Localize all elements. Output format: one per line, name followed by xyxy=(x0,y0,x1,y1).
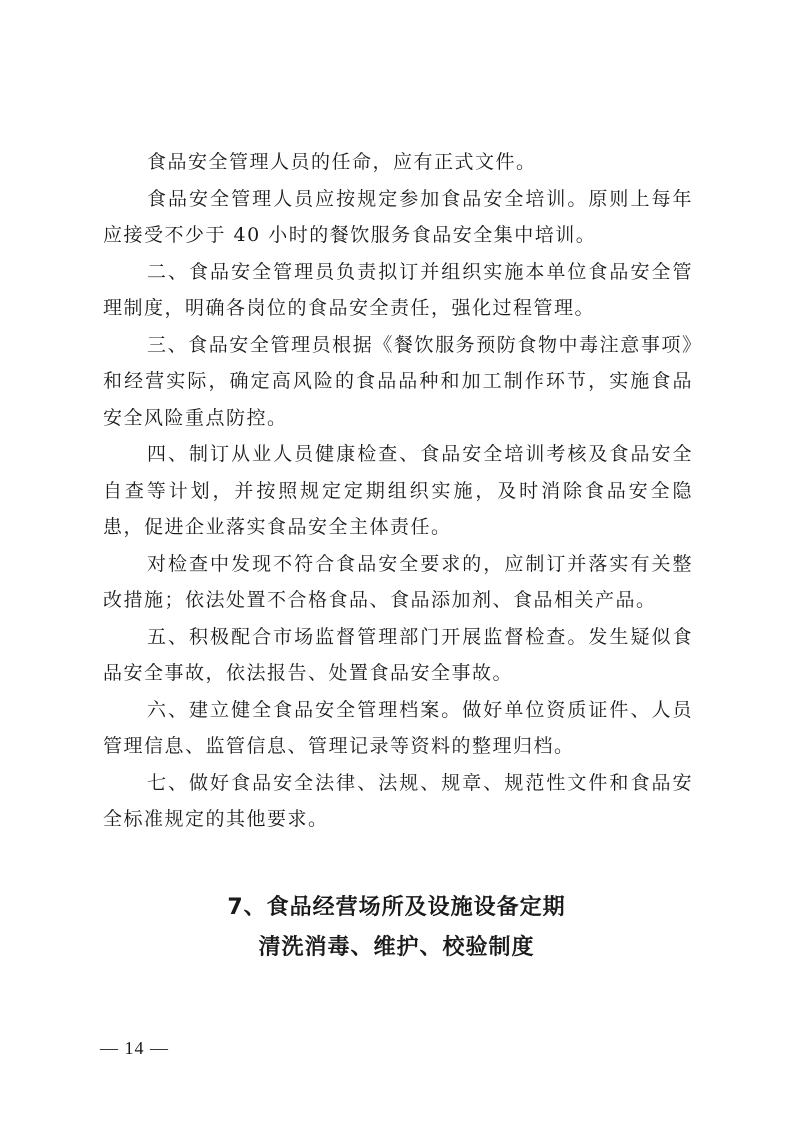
paragraph: 四、制订从业人员健康检查、食品安全培训考核及食品安全自查等计划，并按照规定定期组织实施，及时消除食品安全隐患，促进企业落实食品安全主体责任。 xyxy=(103,443,693,538)
paragraph: 食品安全管理人员应按规定参加食品安全培训。原则上每年应接受不少于 40 小时的餐饮服务食品安全集中培训。 xyxy=(103,187,693,246)
paragraph: 对检查中发现不符合食品安全要求的，应制订并落实有关整改措施；依法处置不合格食品、食品添加剂、食品相关产品。 xyxy=(103,552,693,611)
body-text xyxy=(103,144,693,838)
page-number: — 14 — xyxy=(100,1038,169,1058)
section-heading-line-2: 清洗消毒、维护、校验制度 xyxy=(258,935,535,960)
paragraph: 三、食品安全管理员根据《餐饮服务预防食物中毒注意事项》和经营实际，确定高风险的食品品种和加工制作环节，实施食品安全风险重点防控。 xyxy=(103,333,693,429)
paragraph: 七、做好食品安全法律、法规、规章、规范性文件和食品安全标准规定的其他要求。 xyxy=(103,771,693,830)
paragraph: 五、积极配合市场监督管理部门开展监督检查。发生疑似食品安全事故，依法报告、处置食品安全事故。 xyxy=(103,625,693,684)
paragraph: 二、食品安全管理员负责拟订并组织实施本单位食品安全管理制度，明确各岗位的食品安全责任，强化过程管理。 xyxy=(103,260,693,319)
paragraph: 食品安全管理人员的任命，应有正式文件。 xyxy=(147,151,537,173)
paragraph: 六、建立健全食品安全管理档案。做好单位资质证件、人员管理信息、监管信息、管理记录等资料的整理归档。 xyxy=(103,698,693,757)
section-heading-line-1: 7、食品经营场所及设施设备定期 xyxy=(227,895,566,920)
